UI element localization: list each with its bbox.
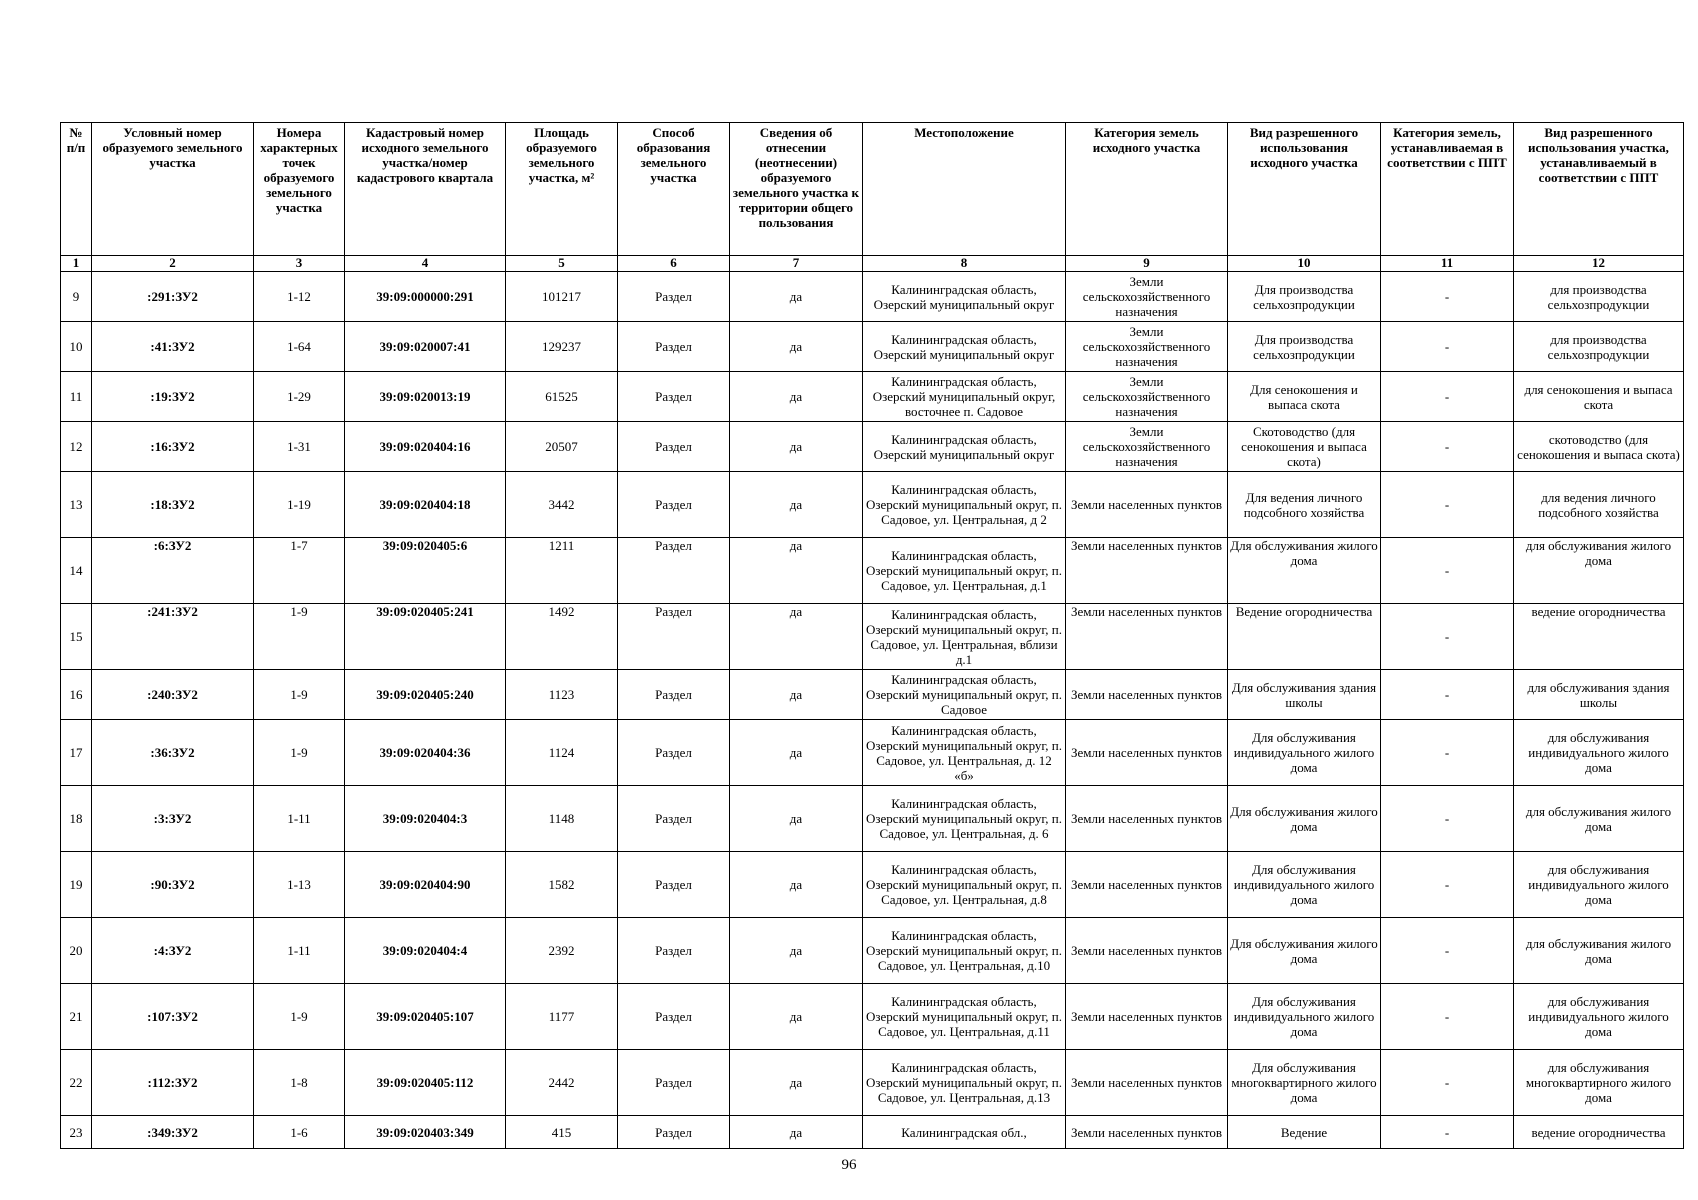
row-number-cell: 15 (61, 604, 92, 670)
location-cell: Калининградская область, Озерский муниципальный округ (863, 272, 1066, 322)
land-category-cell: Земли сельскохозяйственного назначения (1066, 322, 1228, 372)
column-header: Кадастровый номер исходного земельного участка/номер кадастрового квартала (345, 123, 506, 256)
column-number: 1 (61, 256, 92, 272)
column-header: Сведения об отнесении (неотнесении) образуемого земельного участка к территории общего пользования (730, 123, 863, 256)
table-row (61, 786, 1684, 852)
row-number-cell: 19 (61, 852, 92, 918)
area-cell: 2392 (506, 918, 618, 984)
ppt-category-cell: - (1381, 852, 1514, 918)
table-row (61, 1050, 1684, 1116)
cadastral-number-cell: 39:09:020404:4 (345, 918, 506, 984)
area-cell: 129237 (506, 322, 618, 372)
land-category-cell: Земли населенных пунктов (1066, 1050, 1228, 1116)
land-category-cell: Земли сельскохозяйственного назначения (1066, 422, 1228, 472)
column-number: 11 (1381, 256, 1514, 272)
table-row (61, 422, 1684, 472)
permitted-use-cell: Для обслуживания жилого дома (1228, 786, 1381, 852)
ppt-permitted-use-cell: для обслуживания жилого дома (1514, 918, 1684, 984)
points-cell: 1-9 (254, 984, 345, 1050)
points-cell: 1-29 (254, 372, 345, 422)
location-cell: Калининградская обл., (863, 1116, 1066, 1149)
public-use-cell: да (730, 422, 863, 472)
location-cell: Калининградская область, Озерский муниципальный округ, п. Садовое, ул. Центральная, д. 6 (863, 786, 1066, 852)
ppt-permitted-use-cell: для производства сельхозпродукции (1514, 272, 1684, 322)
public-use-cell: да (730, 918, 863, 984)
column-header: Площадь образуемого земельного участка, м² (506, 123, 618, 256)
public-use-cell: да (730, 786, 863, 852)
formation-method-cell: Раздел (618, 918, 730, 984)
location-cell: Калининградская область, Озерский муниципальный округ (863, 322, 1066, 372)
ppt-permitted-use-cell: для ведения личного подсобного хозяйства (1514, 472, 1684, 538)
row-number-cell: 22 (61, 1050, 92, 1116)
points-cell: 1-19 (254, 472, 345, 538)
column-header: Условный номер образуемого земельного участка (92, 123, 254, 256)
column-header: Номера характерных точек образуемого земельного участка (254, 123, 345, 256)
points-cell: 1-9 (254, 670, 345, 720)
column-header: Местоположение (863, 123, 1066, 256)
table-body (61, 272, 1684, 1149)
column-number: 10 (1228, 256, 1381, 272)
cadastral-number-cell: 39:09:020405:6 (345, 538, 506, 604)
column-number: 5 (506, 256, 618, 272)
points-cell: 1-64 (254, 322, 345, 372)
column-number: 9 (1066, 256, 1228, 272)
table-row (61, 852, 1684, 918)
area-cell: 20507 (506, 422, 618, 472)
table-row (61, 372, 1684, 422)
cadastral-number-cell: 39:09:020007:41 (345, 322, 506, 372)
table-row (61, 472, 1684, 538)
row-number-cell: 14 (61, 538, 92, 604)
table-row (61, 720, 1684, 786)
ppt-permitted-use-cell: ведение огородничества (1514, 1116, 1684, 1149)
land-plots-table (60, 122, 1684, 1149)
formation-method-cell: Раздел (618, 322, 730, 372)
cadastral-number-cell: 39:09:020405:241 (345, 604, 506, 670)
permitted-use-cell: Для обслуживания индивидуального жилого дома (1228, 720, 1381, 786)
points-cell: 1-6 (254, 1116, 345, 1149)
area-cell: 1582 (506, 852, 618, 918)
permitted-use-cell: Для сенокошения и выпаса скота (1228, 372, 1381, 422)
conditional-number-cell: :3:ЗУ2 (92, 786, 254, 852)
ppt-permitted-use-cell: для обслуживания индивидуального жилого дома (1514, 984, 1684, 1050)
column-numbers-row (61, 256, 1684, 272)
ppt-permitted-use-cell: для сенокошения и выпаса скота (1514, 372, 1684, 422)
table-row (61, 272, 1684, 322)
ppt-category-cell: - (1381, 604, 1514, 670)
formation-method-cell: Раздел (618, 852, 730, 918)
row-number-cell: 12 (61, 422, 92, 472)
cadastral-number-cell: 39:09:020405:112 (345, 1050, 506, 1116)
formation-method-cell: Раздел (618, 372, 730, 422)
area-cell: 61525 (506, 372, 618, 422)
row-number-cell: 13 (61, 472, 92, 538)
formation-method-cell: Раздел (618, 984, 730, 1050)
formation-method-cell: Раздел (618, 472, 730, 538)
conditional-number-cell: :18:ЗУ2 (92, 472, 254, 538)
cadastral-number-cell: 39:09:020405:107 (345, 984, 506, 1050)
column-header: Категория земель, устанавливаемая в соответствии с ППТ (1381, 123, 1514, 256)
permitted-use-cell: Скотоводство (для сенокошения и выпаса скота) (1228, 422, 1381, 472)
points-cell: 1-13 (254, 852, 345, 918)
public-use-cell: да (730, 472, 863, 538)
table-row (61, 918, 1684, 984)
cadastral-number-cell: 39:09:020404:18 (345, 472, 506, 538)
table-row (61, 604, 1684, 670)
permitted-use-cell: Для обслуживания жилого дома (1228, 918, 1381, 984)
conditional-number-cell: :16:ЗУ2 (92, 422, 254, 472)
land-category-cell: Земли населенных пунктов (1066, 918, 1228, 984)
permitted-use-cell: Для обслуживания жилого дома (1228, 538, 1381, 604)
ppt-category-cell: - (1381, 1050, 1514, 1116)
public-use-cell: да (730, 604, 863, 670)
conditional-number-cell: :90:ЗУ2 (92, 852, 254, 918)
column-number: 6 (618, 256, 730, 272)
cadastral-number-cell: 39:09:020405:240 (345, 670, 506, 720)
public-use-cell: да (730, 670, 863, 720)
cadastral-number-cell: 39:09:020404:36 (345, 720, 506, 786)
public-use-cell: да (730, 984, 863, 1050)
permitted-use-cell: Ведение (1228, 1116, 1381, 1149)
area-cell: 2442 (506, 1050, 618, 1116)
land-category-cell: Земли населенных пунктов (1066, 472, 1228, 538)
location-cell: Калининградская область, Озерский муниципальный округ, п. Садовое (863, 670, 1066, 720)
ppt-permitted-use-cell: для обслуживания индивидуального жилого дома (1514, 852, 1684, 918)
public-use-cell: да (730, 372, 863, 422)
land-category-cell: Земли населенных пунктов (1066, 1116, 1228, 1149)
formation-method-cell: Раздел (618, 670, 730, 720)
land-category-cell: Земли населенных пунктов (1066, 604, 1228, 670)
row-number-cell: 23 (61, 1116, 92, 1149)
area-cell: 3442 (506, 472, 618, 538)
ppt-category-cell: - (1381, 670, 1514, 720)
column-header: № п/п (61, 123, 92, 256)
ppt-permitted-use-cell: для обслуживания жилого дома (1514, 538, 1684, 604)
conditional-number-cell: :240:ЗУ2 (92, 670, 254, 720)
location-cell: Калининградская область, Озерский муниципальный округ (863, 422, 1066, 472)
formation-method-cell: Раздел (618, 786, 730, 852)
table-row (61, 322, 1684, 372)
ppt-category-cell: - (1381, 786, 1514, 852)
permitted-use-cell: Для ведения личного подсобного хозяйства (1228, 472, 1381, 538)
area-cell: 101217 (506, 272, 618, 322)
location-cell: Калининградская область, Озерский муниципальный округ, п. Садовое, ул. Центральная, д.1 (863, 538, 1066, 604)
public-use-cell: да (730, 538, 863, 604)
public-use-cell: да (730, 720, 863, 786)
ppt-category-cell: - (1381, 422, 1514, 472)
conditional-number-cell: :349:ЗУ2 (92, 1116, 254, 1149)
conditional-number-cell: :6:ЗУ2 (92, 538, 254, 604)
conditional-number-cell: :241:ЗУ2 (92, 604, 254, 670)
conditional-number-cell: :107:ЗУ2 (92, 984, 254, 1050)
column-number: 2 (92, 256, 254, 272)
ppt-category-cell: - (1381, 1116, 1514, 1149)
land-category-cell: Земли населенных пунктов (1066, 786, 1228, 852)
row-number-cell: 18 (61, 786, 92, 852)
row-number-cell: 17 (61, 720, 92, 786)
ppt-permitted-use-cell: для обслуживания жилого дома (1514, 786, 1684, 852)
conditional-number-cell: :36:ЗУ2 (92, 720, 254, 786)
points-cell: 1-11 (254, 786, 345, 852)
conditional-number-cell: :4:ЗУ2 (92, 918, 254, 984)
public-use-cell: да (730, 1050, 863, 1116)
conditional-number-cell: :19:ЗУ2 (92, 372, 254, 422)
area-cell: 415 (506, 1116, 618, 1149)
formation-method-cell: Раздел (618, 1116, 730, 1149)
formation-method-cell: Раздел (618, 538, 730, 604)
public-use-cell: да (730, 272, 863, 322)
row-number-cell: 21 (61, 984, 92, 1050)
formation-method-cell: Раздел (618, 422, 730, 472)
permitted-use-cell: Для обслуживания здания школы (1228, 670, 1381, 720)
land-category-cell: Земли населенных пунктов (1066, 670, 1228, 720)
area-cell: 1123 (506, 670, 618, 720)
document-page (60, 122, 1680, 1149)
ppt-category-cell: - (1381, 538, 1514, 604)
points-cell: 1-31 (254, 422, 345, 472)
conditional-number-cell: :112:ЗУ2 (92, 1050, 254, 1116)
row-number-cell: 10 (61, 322, 92, 372)
area-cell: 1492 (506, 604, 618, 670)
location-cell: Калининградская область, Озерский муниципальный округ, п. Садовое, ул. Центральная, д 2 (863, 472, 1066, 538)
table-row (61, 984, 1684, 1050)
land-category-cell: Земли населенных пунктов (1066, 720, 1228, 786)
cadastral-number-cell: 39:09:020404:3 (345, 786, 506, 852)
permitted-use-cell: Для обслуживания индивидуального жилого дома (1228, 984, 1381, 1050)
ppt-permitted-use-cell: скотоводство (для сенокошения и выпаса скота) (1514, 422, 1684, 472)
area-cell: 1211 (506, 538, 618, 604)
area-cell: 1148 (506, 786, 618, 852)
ppt-category-cell: - (1381, 472, 1514, 538)
permitted-use-cell: Для производства сельхозпродукции (1228, 272, 1381, 322)
formation-method-cell: Раздел (618, 272, 730, 322)
ppt-permitted-use-cell: для обслуживания здания школы (1514, 670, 1684, 720)
conditional-number-cell: :291:ЗУ2 (92, 272, 254, 322)
ppt-permitted-use-cell: для обслуживания многоквартирного жилого дома (1514, 1050, 1684, 1116)
ppt-category-cell: - (1381, 720, 1514, 786)
column-number: 4 (345, 256, 506, 272)
column-number: 3 (254, 256, 345, 272)
public-use-cell: да (730, 852, 863, 918)
row-number-cell: 16 (61, 670, 92, 720)
ppt-permitted-use-cell: ведение огородничества (1514, 604, 1684, 670)
permitted-use-cell: Ведение огородничества (1228, 604, 1381, 670)
ppt-category-cell: - (1381, 984, 1514, 1050)
permitted-use-cell: Для обслуживания многоквартирного жилого дома (1228, 1050, 1381, 1116)
cadastral-number-cell: 39:09:020404:90 (345, 852, 506, 918)
points-cell: 1-9 (254, 720, 345, 786)
location-cell: Калининградская область, Озерский муниципальный округ, п. Садовое, ул. Центральная, д.10 (863, 918, 1066, 984)
row-number-cell: 20 (61, 918, 92, 984)
cadastral-number-cell: 39:09:000000:291 (345, 272, 506, 322)
land-category-cell: Земли населенных пунктов (1066, 852, 1228, 918)
location-cell: Калининградская область, Озерский муниципальный округ, п. Садовое, ул. Центральная, д.13 (863, 1050, 1066, 1116)
table-row (61, 538, 1684, 604)
cadastral-number-cell: 39:09:020404:16 (345, 422, 506, 472)
column-header: Категория земель исходного участка (1066, 123, 1228, 256)
public-use-cell: да (730, 1116, 863, 1149)
area-cell: 1124 (506, 720, 618, 786)
column-header: Вид разрешенного использования участка, устанавливаемый в соответствии с ППТ (1514, 123, 1684, 256)
column-number: 8 (863, 256, 1066, 272)
table-row (61, 1116, 1684, 1149)
row-number-cell: 11 (61, 372, 92, 422)
points-cell: 1-7 (254, 538, 345, 604)
row-number-cell: 9 (61, 272, 92, 322)
location-cell: Калининградская область, Озерский муниципальный округ, п. Садовое, ул. Центральная, д. 12 «б» (863, 720, 1066, 786)
cadastral-number-cell: 39:09:020403:349 (345, 1116, 506, 1149)
location-cell: Калининградская область, Озерский муниципальный округ, п. Садовое, ул. Центральная, д.11 (863, 984, 1066, 1050)
ppt-category-cell: - (1381, 322, 1514, 372)
conditional-number-cell: :41:ЗУ2 (92, 322, 254, 372)
location-cell: Калининградская область, Озерский муниципальный округ, восточнее п. Садовое (863, 372, 1066, 422)
permitted-use-cell: Для производства сельхозпродукции (1228, 322, 1381, 372)
ppt-permitted-use-cell: для производства сельхозпродукции (1514, 322, 1684, 372)
ppt-category-cell: - (1381, 372, 1514, 422)
table-row (61, 670, 1684, 720)
formation-method-cell: Раздел (618, 1050, 730, 1116)
column-number: 12 (1514, 256, 1684, 272)
permitted-use-cell: Для обслуживания индивидуального жилого дома (1228, 852, 1381, 918)
cadastral-number-cell: 39:09:020013:19 (345, 372, 506, 422)
location-cell: Калининградская область, Озерский муниципальный округ, п. Садовое, ул. Центральная, вблизи д.1 (863, 604, 1066, 670)
area-cell: 1177 (506, 984, 618, 1050)
formation-method-cell: Раздел (618, 720, 730, 786)
location-cell: Калининградская область, Озерский муниципальный округ, п. Садовое, ул. Центральная, д.8 (863, 852, 1066, 918)
land-category-cell: Земли сельскохозяйственного назначения (1066, 272, 1228, 322)
ppt-category-cell: - (1381, 918, 1514, 984)
land-category-cell: Земли населенных пунктов (1066, 984, 1228, 1050)
land-category-cell: Земли населенных пунктов (1066, 538, 1228, 604)
points-cell: 1-11 (254, 918, 345, 984)
page-number: 96 (841, 1157, 857, 1173)
formation-method-cell: Раздел (618, 604, 730, 670)
column-number: 7 (730, 256, 863, 272)
land-category-cell: Земли сельскохозяйственного назначения (1066, 372, 1228, 422)
ppt-permitted-use-cell: для обслуживания индивидуального жилого дома (1514, 720, 1684, 786)
public-use-cell: да (730, 322, 863, 372)
points-cell: 1-9 (254, 604, 345, 670)
ppt-category-cell: - (1381, 272, 1514, 322)
column-header: Способ образования земельного участка (618, 123, 730, 256)
points-cell: 1-8 (254, 1050, 345, 1116)
points-cell: 1-12 (254, 272, 345, 322)
column-header: Вид разрешенного использования исходного участка (1228, 123, 1381, 256)
header-row (61, 123, 1684, 256)
